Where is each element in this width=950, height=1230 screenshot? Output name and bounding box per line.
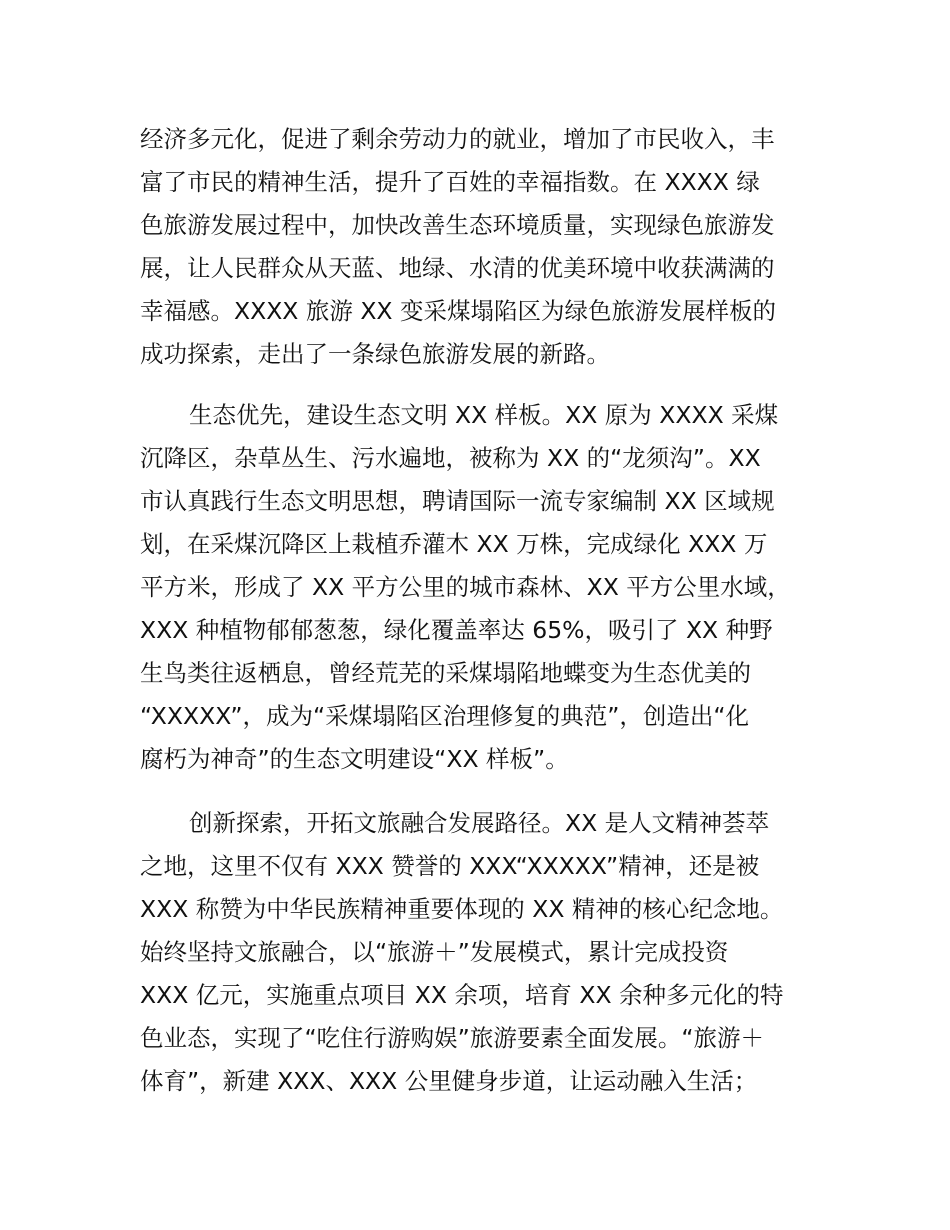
text-line: XXX 种植物郁郁葱葱，绿化覆盖率达 65%，吸引了 XX 种野	[140, 616, 773, 644]
text-line: 色旅游发展过程中，加快改善生态环境质量，实现绿色旅游发	[140, 211, 775, 239]
text-line: 始终坚持文旅融合，以“旅游＋”发展模式，累计完成投资	[140, 938, 729, 966]
paragraph-2	[140, 394, 830, 781]
text-line: XXX 亿元，实施重点项目 XX 余项，培育 XX 余种多元化的特	[140, 981, 784, 1009]
text-line: 生态优先，建设生态文明 XX 样板。XX 原为 XXXX 采煤	[189, 401, 779, 429]
text-line: 划，在采煤沉降区上栽植乔灌木 XX 万株，完成绿化 XXX 万	[140, 530, 768, 558]
text-line: 创新探索，开拓文旅融合发展路径。XX 是人文精神荟萃	[189, 809, 770, 837]
text-line: 生鸟类往返栖息，曾经荒芜的采煤塌陷地蝶变为生态优美的	[140, 659, 751, 687]
text-line: 色业态，实现了“吃住行游购娱”旅游要素全面发展。“旅游＋	[140, 1024, 765, 1052]
paragraph-1	[140, 118, 830, 376]
text-line: 腐朽为神奇”的生态文明建设“XX 样板”。	[140, 745, 569, 773]
text-line: 展，让人民群众从天蓝、地绿、水清的优美环境中收获满满的	[140, 254, 775, 282]
text-line: 幸福感。XXXX 旅游 XX 变采煤塌陷区为绿色旅游发展样板的	[140, 297, 777, 325]
text-line: 市认真践行生态文明思想，聘请国际一流专家编制 XX 区域规	[140, 487, 775, 515]
text-line: 之地，这里不仅有 XXX 赞誉的 XXX“XXXXX”精神，还是被	[140, 852, 760, 880]
text-line: 平方米，形成了 XX 平方公里的城市森林、XX 平方公里水域，	[140, 573, 791, 601]
paragraph-3	[140, 802, 830, 1103]
text-line: 成功探索，走出了一条绿色旅游发展的新路。	[140, 340, 610, 368]
text-line: 经济多元化，促进了剩余劳动力的就业，增加了市民收入，丰	[140, 125, 775, 153]
text-line: XXX 称赞为中华民族精神重要体现的 XX 精神的核心纪念地。	[140, 895, 784, 923]
text-line: “XXXXX”，成为“采煤塌陷区治理修复的典范”，创造出“化	[140, 702, 750, 730]
text-line: 沉降区，杂草丛生、污水遍地，被称为 XX 的“龙须沟”。XX	[140, 444, 761, 472]
text-line: 体育”，新建 XXX、XXX 公里健身步道，让运动融入生活；	[140, 1067, 758, 1095]
text-line: 富了市民的精神生活，提升了百姓的幸福指数。在 XXXX 绿	[140, 168, 760, 196]
